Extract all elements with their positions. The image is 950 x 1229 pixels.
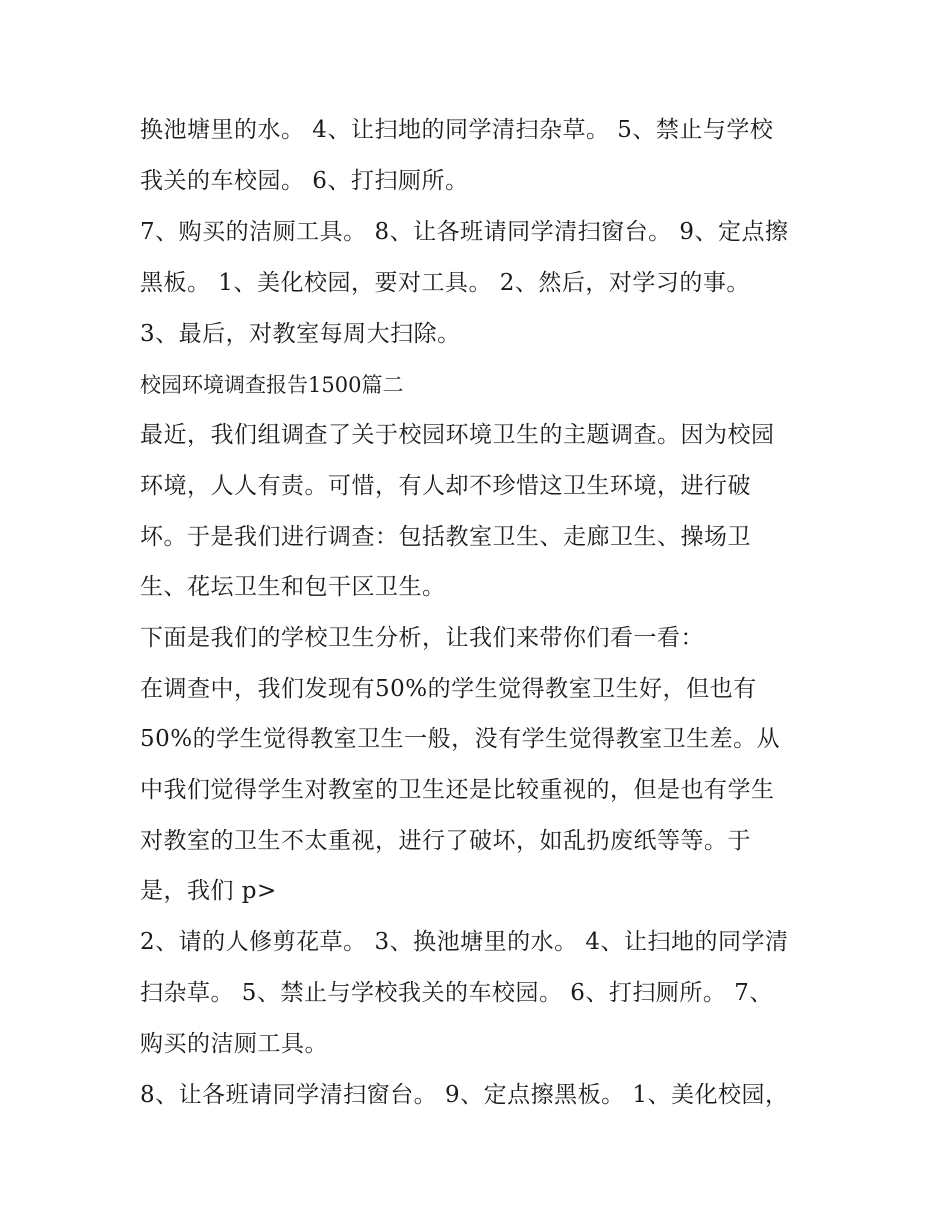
text-line: 3、最后，对教室每周大扫除。 <box>140 321 461 347</box>
section-heading: 校园环境调查报告1500篇二 <box>140 373 404 397</box>
text-line: 扫杂草。 5、禁止与学校我关的车校园。 6、打扫厕所。 7、 <box>140 980 773 1006</box>
text-line: 我关的车校园。 6、打扫厕所。 <box>140 168 469 194</box>
text-line: 购买的洁厕工具。 <box>140 1031 328 1057</box>
text-line: 生、花坛卫生和包干区卫生。 <box>140 574 446 600</box>
text-line: 2、请的人修剪花草。 3、换池塘里的水。 4、让扫地的同学清 <box>140 929 789 955</box>
text-line: 最近，我们组调查了关于校园环境卫生的主题调查。因为校园 <box>140 422 775 448</box>
text-line: 中我们觉得学生对教室的卫生还是比较重视的，但是也有学生 <box>140 777 775 803</box>
text-line: 是，我们 p> <box>140 878 277 904</box>
text-line: 50%的学生觉得教室卫生一般，没有学生觉得教室卫生差。从 <box>140 726 781 752</box>
text-line: 下面是我们的学校卫生分析，让我们来带你们看一看： <box>140 625 704 651</box>
text-line: 环境，人人有责。可惜，有人却不珍惜这卫生环境，进行破 <box>140 473 751 499</box>
text-line: 换池塘里的水。 4、让扫地的同学清扫杂草。 5、禁止与学校 <box>140 117 774 143</box>
text-line: 对教室的卫生不太重视，进行了破坏，如乱扔废纸等等。于 <box>140 828 751 854</box>
text-line: 8、让各班请同学清扫窗台。 9、定点擦黑板。 1、美化校园， <box>140 1082 789 1108</box>
text-line: 在调查中，我们发现有50%的学生觉得教室卫生好，但也有 <box>140 676 757 702</box>
text-line: 7、购买的洁厕工具。 8、让各班请同学清扫窗台。 9、定点擦 <box>140 219 789 245</box>
text-line: 黑板。 1、美化校园，要对工具。 2、然后，对学习的事。 <box>140 270 750 296</box>
text-line: 坏。于是我们进行调查：包括教室卫生、走廊卫生、操场卫 <box>140 524 751 550</box>
